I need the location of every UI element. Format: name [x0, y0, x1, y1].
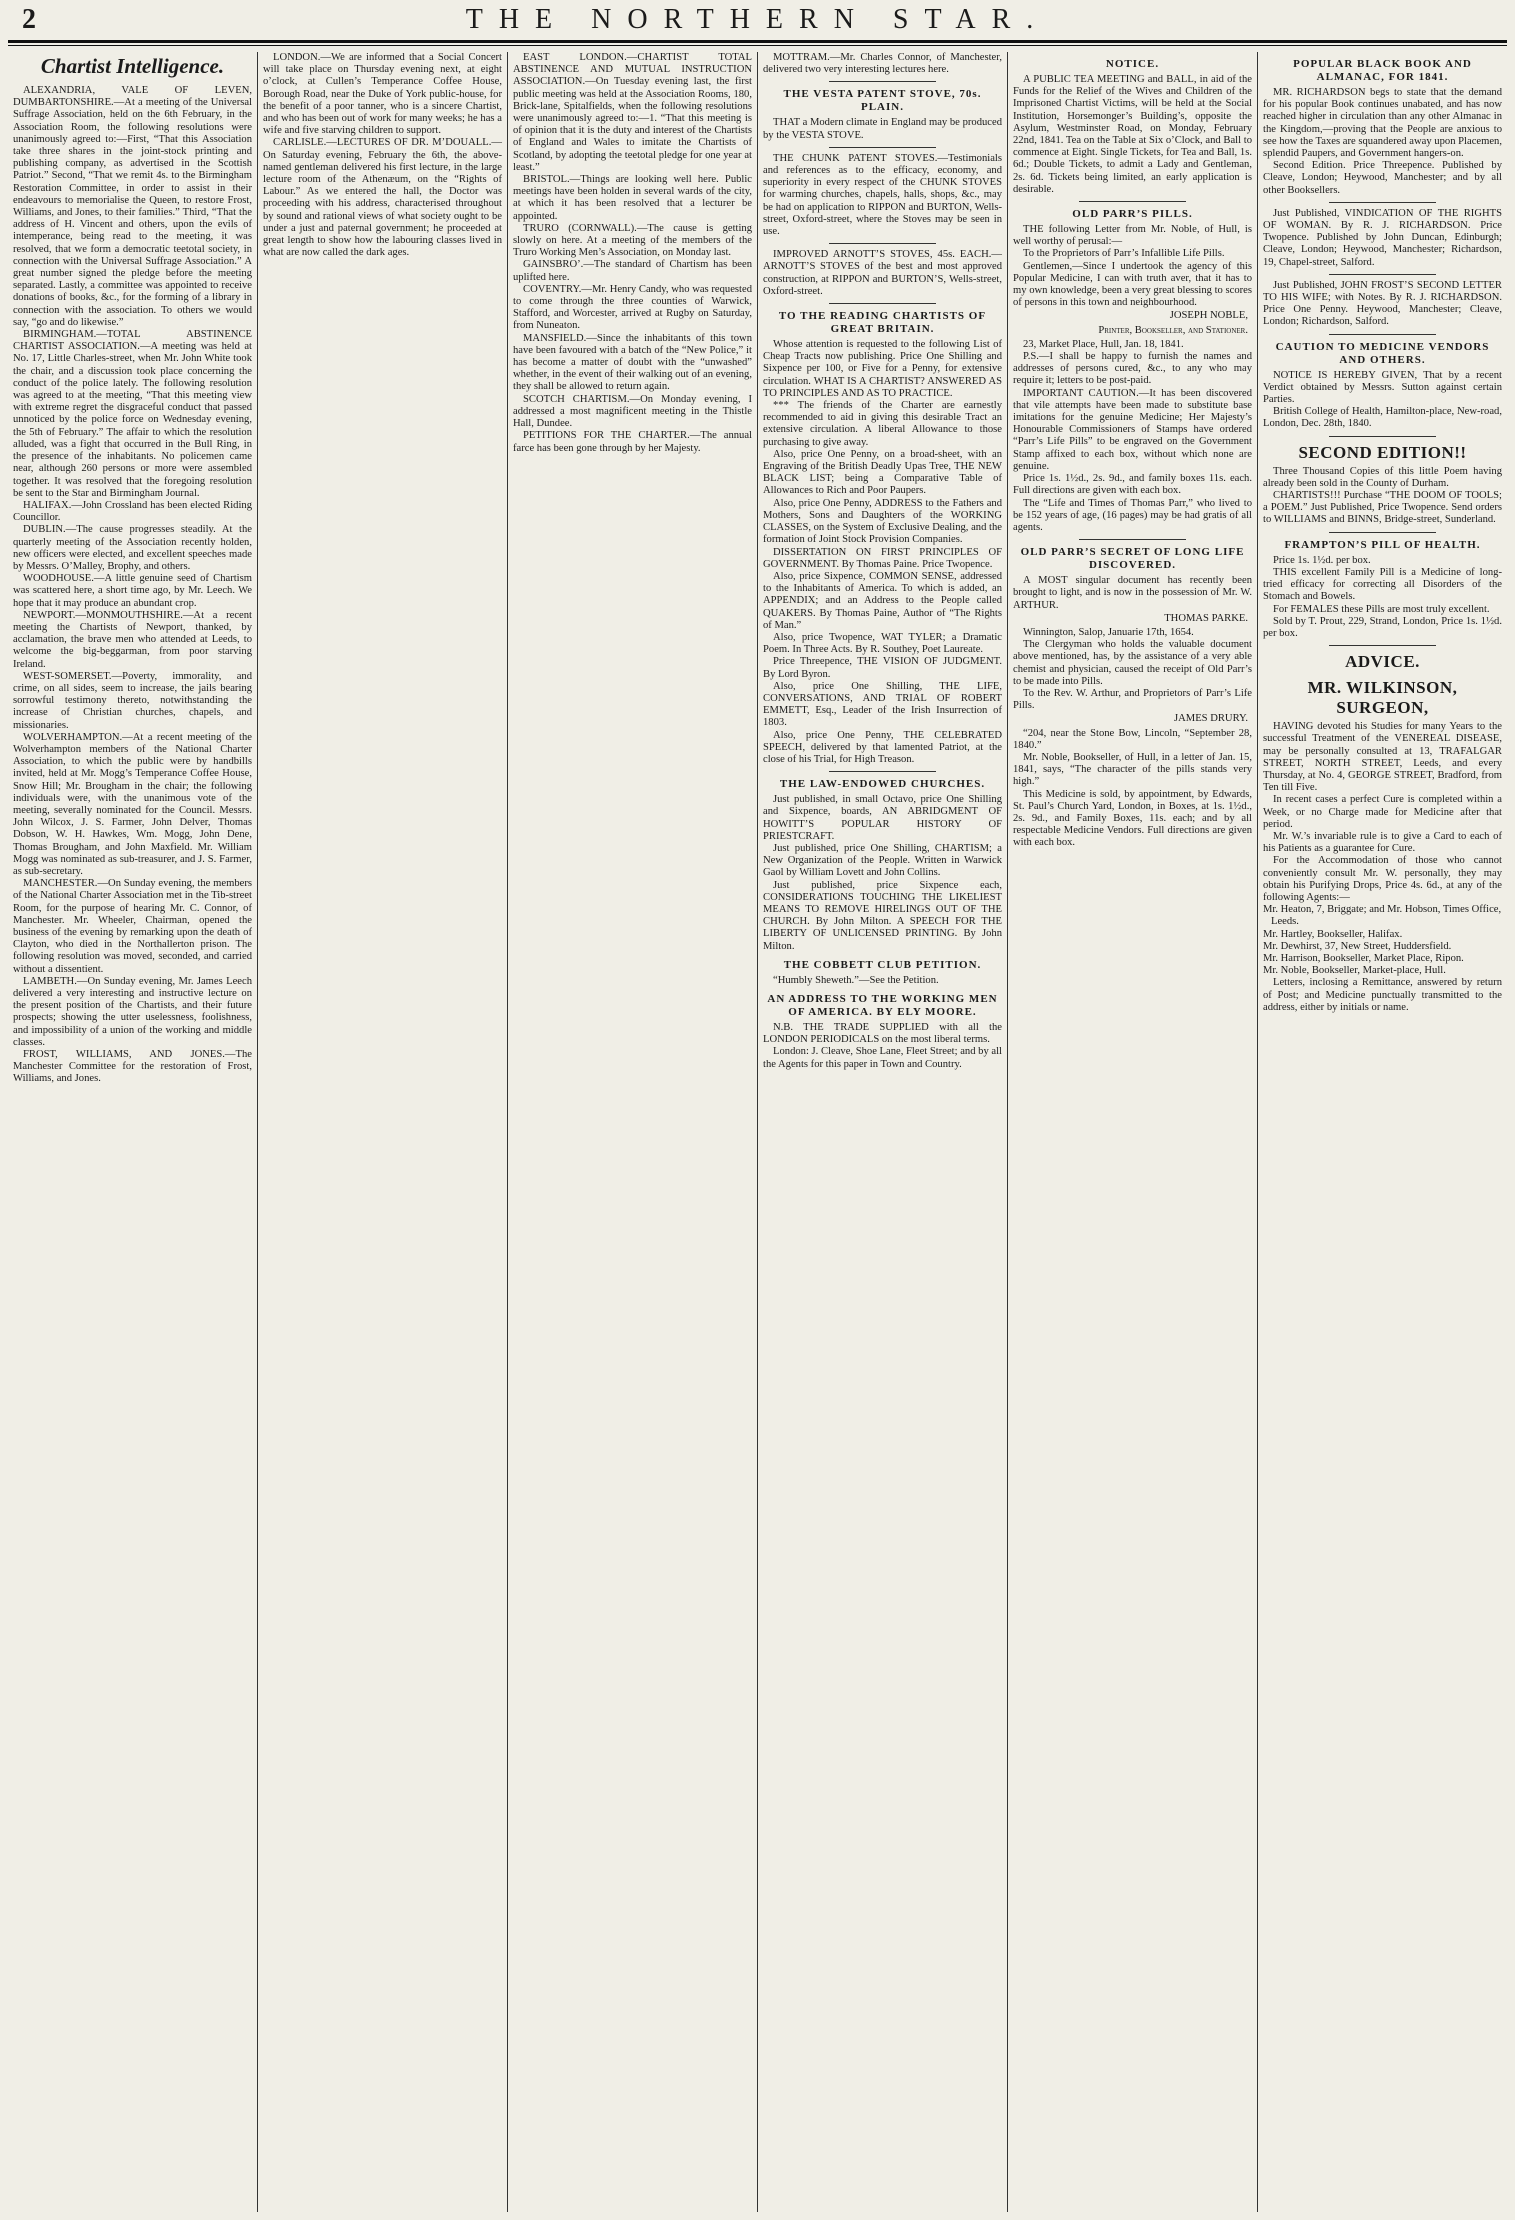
article-heading: THE LAW-ENDOWED CHURCHES. [779, 778, 986, 791]
agent-list-item: Mr. Hartley, Bookseller, Halifax. [1263, 928, 1403, 940]
article-heading: POPULAR BLACK BOOK AND ALMANAC, FOR 1841. [1293, 58, 1472, 83]
signature: JAMES DRURY. [1174, 713, 1248, 725]
column-6 [1258, 52, 1507, 2212]
article-paragraph: IMPORTANT CAUTION.—It has been discovered that vile attempts have been made to substitute base imitations for the genuine Medicine; Her Majesty’s Honourable Commissioners of Stamps have ordered “Parr’s Life Pills” to be engraved on the Government Stamp affixed to each box, without which none are genuine. [1013, 387, 1252, 472]
masthead-rule-thin [8, 45, 1507, 46]
article-paragraph: For FEMALES these Pills are most truly excellent. [1273, 603, 1490, 615]
column-rule [829, 81, 937, 82]
article-paragraph: CHARTISTS!!! Purchase “THE DOOM OF TOOLS; a POEM.” Just Published, Price Twopence. Send orders to WILLIAMS and BINNS, Bridge-street, Sunderland. [1263, 490, 1502, 526]
article-paragraph: HAVING devoted his Studies for many Years to the successful Treatment of the VENEREAL DISEASE, may be personally consulted at 13, TRAFALGAR STREET, NORTH STREET, Leeds, and every Thursday, at No. 4, GEORGE STREET, Bradford, from Ten till Five. [1263, 721, 1502, 794]
article-paragraph: THE CHUNK PATENT STOVES.—Testimonials and references as to the efficacy, economy, and superiority in every respect of the CHUNK STOVES for warming churches, chapels, halls, shops, &c., may be had on application to RIPPON and BURTON, Wells-street, Oxford-street, where the Stoves may be seen in use. [763, 152, 1002, 238]
column-rule [829, 147, 937, 148]
article-paragraph: Three Thousand Copies of this little Poem having already been sold in the County of Durham. [1263, 465, 1502, 489]
article-paragraph: CARLISLE.—LECTURES OF DR. M’DOUALL.—On Saturday evening, February the 6th, the above-named gentleman delivered his first lecture, in the large lecture room of the Athenæum, on the “Rights of Labour.” As we entered the hall, the Doctor was proceeding with his address, characterised throughout by sound and rational views of what society ought to be under a just and paternal government; he proceeded at great length to show how the labouring classes lived in what are now called the dark ages. [263, 137, 502, 259]
article-paragraph: COVENTRY.—Mr. Henry Candy, who was requested to come through the three counties of Warwick, Stafford, and Worcester, arrived at Rugby on Saturday, from Nuneaton. [513, 283, 752, 332]
column-rule [1329, 274, 1437, 275]
article-heading: FRAMPTON’S PILL OF HEALTH. [1284, 538, 1481, 551]
article-paragraph: DISSERTATION ON FIRST PRINCIPLES OF GOVERNMENT. By Thomas Paine. Price Twopence. [763, 546, 1002, 570]
article-paragraph: Just published, price One Shilling, CHARTISM; a New Organization of the People. Written in Warwick Gaol by William Lovett and John Collins. [763, 842, 1002, 879]
article-paragraph: NOTICE IS HEREBY GIVEN, That by a recent Verdict obtained by Messrs. Sutton against certain Parties. [1263, 369, 1502, 406]
article-paragraph: SCOTCH CHARTISM.—On Monday evening, I addressed a most magnificent meeting in the Thistle Hall, Dundee. [513, 393, 752, 430]
column-rule [1329, 202, 1437, 203]
column-2 [258, 52, 508, 2212]
article-paragraph: The Clergyman who holds the valuable document above mentioned, has, by the assistance of a very able chemist and physician, caused the receipt of Old Parr’s to be made into Pills. [1013, 639, 1252, 687]
article-paragraph: P.S.—I shall be happy to furnish the names and addresses of persons cured, &c., to any who may require it; letters to be post-paid. [1013, 351, 1252, 387]
newspaper-title: THE NORTHERN STAR. [465, 4, 1050, 35]
article-paragraph: Price 1s. 1½d., 2s. 9d., and family boxes 11s. each. Full directions are given with each box. [1013, 473, 1252, 497]
masthead-rule [8, 40, 1507, 43]
agent-list-item: Mr. Dewhirst, 37, New Street, Huddersfield. [1263, 940, 1452, 952]
section-title: Chartist Intelligence. [40, 54, 225, 78]
article-paragraph: THE following Letter from Mr. Noble, of Hull, is well worthy of perusal:— [1013, 224, 1252, 248]
article-paragraph: IMPROVED ARNOTT’S STOVES, 45s. EACH.—ARNOTT’S STOVES of the best and most approved construction, at RIPPON and BURTON’S, Wells-street, Oxford-street. [763, 249, 1002, 297]
column-rule [1329, 436, 1437, 437]
article-paragraph: A PUBLIC TEA MEETING and BALL, in aid of the Funds for the Relief of the Wives and Children of the Imprisoned Chartist Victims, will be held at the Social Institution, Horsemonger’s Building’s, opposite the Asylum, Westminster Road, on Monday, February 22nd, 1841. Tea on the Table at Six o’Clock, and Ball to commence at Eight. Single Tickets, for Tea and Ball, 1s. 6d.; Double Tickets, to admit a Lady and Gentleman, 2s. 6d. Tickets being limited, an early application is desirable. [1013, 74, 1252, 195]
article-heading: AN ADDRESS TO THE WORKING MEN OF AMERICA. BY ELY MOORE. [767, 993, 998, 1018]
column-rule [1329, 532, 1437, 533]
article-paragraph: N.B. THE TRADE SUPPLIED with all the LONDON PERIODICALS on the most liberal terms. [763, 1022, 1002, 1046]
article-paragraph: Gentlemen,—Since I undertook the agency of this Popular Medicine, I can with truth aver, that it has to my own knowledge, been a very great blessing to scores of persons in this town and neighbourhood. [1013, 260, 1252, 309]
column-rule [829, 243, 937, 244]
column-rule [1329, 645, 1437, 646]
article-paragraph: London: J. Cleave, Shoe Lane, Fleet Street; and by all the Agents for this paper in Town and Country. [763, 1046, 1002, 1070]
article-paragraph: Second Edition. Price Threepence. Published by Cleave, London; Heywood, Manchester; and by all other Booksellers. [1263, 160, 1502, 196]
article-paragraph: Winnington, Salop, Januarie 17th, 1654. [1023, 626, 1194, 638]
article-paragraph: Price Threepence, THE VISION OF JUDGMENT. By Lord Byron. [763, 656, 1002, 680]
article-paragraph: FROST, WILLIAMS, AND JONES.—The Manchester Committee for the restoration of Frost, Williams, and Jones. [13, 1049, 252, 1085]
article-paragraph: Sold by T. Prout, 229, Strand, London, Price 1s. 1½d. per box. [1263, 615, 1502, 639]
article-paragraph: For the Accommodation of those who cannot conveniently consult Mr. W. personally, they may obtain his Purifying Drops, Price 4s. 6d., at any of the following Agents:— [1263, 855, 1502, 903]
article-paragraph: 23, Market Place, Hull, Jan. 18, 1841. [1023, 338, 1184, 350]
article-paragraph: Also, price One Penny, ADDRESS to the Fathers and Mothers, Sons and Daughters of the WORKING CLASSES, on the System of Exclusive Dealing, and the formation of Joint Stock Provision Companies. [763, 497, 1002, 546]
column-4 [758, 52, 1008, 2212]
article-paragraph: EAST LONDON.—CHARTIST TOTAL ABSTINENCE AND MUTUAL INSTRUCTION ASSOCIATION.—On Tuesday evening last, the first public meeting was held at the Association Rooms, 180, Brick-lane, Spitalfields, when the following resolutions were unanimously agreed to:—1. “That this meeting is of opinion that it is the duty and interest of the Chartists of England and Wales to imitate the Chartists of Scotland, by adopting the teetotal pledge for one year at least.” [513, 52, 752, 173]
article-paragraph: Just Published, VINDICATION OF THE RIGHTS OF WOMAN. By R. J. RICHARDSON. Price Twopence. Published by John Duncan, Edinburgh; Cleave, London; Heywood, Manchester; Richardson, 19, Chapel-street, Salford. [1263, 207, 1502, 268]
article-heading: CAUTION TO MEDICINE VENDORS AND OTHERS. [1275, 340, 1490, 366]
article-paragraph: BIRMINGHAM.—TOTAL ABSTINENCE CHARTIST ASSOCIATION.—A meeting was held at No. 17, Little Charles-street, when Mr. John White took the chair, and a discussion took place concerning the conduct of the police lately. The following resolution was agreed to at the meeting, “That this meeting view with extreme regret the disgraceful conduct that passed unnoticed by the police force on Wednesday evening, the 5th of February.” The affair to which the resolution alluded, was a fight that occurred in the Bull Ring, in the presence of the inhabitants. No policemen came near, although 260 persons or more were assembled together. It was resolved that the foregoing resolution be sent to the Star and Birmingham Journal. [13, 329, 252, 499]
article-paragraph: The “Life and Times of Thomas Parr,” who lived to be 152 years of age, (16 pages) may be had gratis of all agents. [1013, 497, 1252, 533]
article-paragraph: Just Published, JOHN FROST’S SECOND LETTER TO HIS WIFE; with Notes. By R. J. RICHARDSON. Price One Penny. Heywood, Manchester; Cleave, London; Richardson, Salford. [1263, 279, 1502, 328]
article-heading: THE COBBETT CLUB PETITION. [783, 958, 982, 971]
newspaper-columns [8, 52, 1507, 2212]
article-paragraph: DUBLIN.—The cause progresses steadily. At the quarterly meeting of the Association recently holden, new officers were elected, and excellent speeches made by Messrs. O’Malley, Brophy, and others. [13, 524, 252, 572]
article-paragraph: Also, price One Penny, THE CELEBRATED SPEECH, delivered by that lamented Patriot, at the close of his Trial, for High Treason. [763, 729, 1002, 765]
article-paragraph: “204, near the Stone Bow, Lincoln, “September 28, 1840.” [1013, 727, 1252, 751]
article-paragraph: TRURO (CORNWALL).—The cause is getting slowly on here. At a meeting of the members of the Truro Working Men’s Association, on Monday last. [513, 222, 752, 259]
article-paragraph: LAMBETH.—On Sunday evening, Mr. James Leech delivered a very interesting and instructive lecture on the present position of the Chartists, and their future prospects; showing the utter uselessness, foolishness, and impossibility of a union of the working and middle classes. [13, 975, 252, 1048]
article-paragraph: A MOST singular document has recently been brought to light, and is now in the possession of Mr. W. ARTHUR. [1013, 575, 1252, 611]
article-paragraph: LONDON.—We are informed that a Social Concert will take place on Thursday evening next, at eight o’clock, at Cullen’s Temperance Coffee House, Borough Road, near the Duke of York public-house, for the benefit of a poor tanner, who is a sincere Chartist, and who has been out of work for many weeks; he has a wife and five starving children to support. [263, 52, 502, 137]
article-paragraph: Also, price One Penny, on a broad-sheet, with an Engraving of the British Deadly Upas Tree, THE NEW BLACK LIST; being a Comparative Table of Allowances to Rich and Poor Paupers. [763, 448, 1002, 497]
column-rule [1329, 334, 1437, 335]
article-paragraph: Also, price One Shilling, THE LIFE, CONVERSATIONS, AND TRIAL OF ROBERT EMMETT, Esq., Leader of the Irish Insurrection of 1803. [763, 680, 1002, 729]
column-rule [1079, 201, 1187, 202]
agent-list-item: Mr. Noble, Bookseller, Market-place, Hull. [1263, 965, 1446, 977]
article-paragraph: Just published, in small Octavo, price One Shilling and Sixpence, boards, AN ABRIDGMENT OF HOWITT’S POPULAR HISTORY OF PRIESTCRAFT. [763, 794, 1002, 842]
article-paragraph: PETITIONS FOR THE CHARTER.—The annual farce has been gone through by her Majesty. [513, 430, 752, 454]
article-paragraph: MOTTRAM.—Mr. Charles Connor, of Manchester, delivered two very interesting lectures here. [763, 52, 1002, 76]
article-heading: NOTICE. [1105, 58, 1160, 70]
agent-list-item: Mr. Heaton, 7, Briggate; and Mr. Hobson, Times Office, Leeds. [1263, 904, 1502, 928]
article-paragraph: THIS excellent Family Pill is a Medicine of long-tried efficacy for correcting all Disorders of the Stomach and Bowels. [1263, 566, 1502, 603]
masthead [8, 0, 1507, 44]
article-paragraph: In recent cases a perfect Cure is completed within a Week, or no Charge made for Medicine after that period. [1263, 794, 1502, 830]
article-paragraph: BRISTOL.—Things are looking well here. Public meetings have been holden in several wards of the city, at which it has been resolved that a lecturer be appointed. [513, 174, 752, 222]
column-rule [829, 771, 937, 772]
column-5 [1008, 52, 1258, 2212]
signature: JOSEPH NOBLE, [1169, 310, 1248, 322]
article-paragraph: GAINSBRO’.—The standard of Chartism has been uplifted here. [513, 259, 752, 283]
page-number: 2 [22, 4, 36, 35]
article-paragraph: WOODHOUSE.—A little genuine seed of Chartism was scattered here, a short time ago, by Mr. Leech. We hope that it may produce an abundant crop. [13, 573, 252, 609]
article-heading: TO THE READING CHARTISTS OF GREAT BRITAIN. [778, 310, 987, 336]
article-paragraph: Price 1s. 1½d. per box. [1273, 554, 1371, 566]
article-heading: THE VESTA PATENT STOVE, 70s. PLAIN. [783, 88, 982, 114]
article-paragraph: Mr. W.’s invariable rule is to give a Card to each of his Patients as a guarantee for Cure. [1263, 830, 1502, 855]
article-paragraph: Letters, inclosing a Remittance, answered by return of Post; and Medicine punctually transmitted to the address, either by initials or name. [1263, 977, 1502, 1013]
article-paragraph: British College of Health, Hamilton-place, New-road, London, Dec. 28th, 1840. [1263, 406, 1502, 430]
article-heading: OLD PARR’S SECRET OF LONG LIFE DISCOVERED. [1020, 546, 1245, 572]
agent-list-item: Mr. Harrison, Bookseller, Market Place, Ripon. [1263, 952, 1464, 964]
article-heading: OLD PARR’S PILLS. [1072, 208, 1193, 221]
article-paragraph: Also, price Twopence, WAT TYLER; a Dramatic Poem. In Three Acts. By R. Southey, Poet Laureate. [763, 631, 1002, 656]
column-1 [8, 52, 258, 2212]
article-paragraph: HALIFAX.—John Crossland has been elected Riding Councillor. [13, 499, 252, 524]
article-paragraph: To the Proprietors of Parr’s Infallible Life Pills. [1023, 248, 1225, 260]
article-paragraph: *** The friends of the Charter are earnestly recommended to aid in giving this desirable Tract an extensive circulation. A liberal Allowance to those purchasing to give away. [763, 400, 1002, 448]
article-paragraph: Whose attention is requested to the following List of Cheap Tracts now publishing. Price One Shilling and Sixpence per 100, or Five for a Penny, for extensive circulation. WHAT IS A CHARTIST? ANSWERED AS TO PRINCIPLES AND AS TO PRACTICE. [763, 339, 1002, 399]
article-paragraph: MANSFIELD.—Since the inhabitants of this town have been favoured with a batch of the “New Police,” it has become a matter of doubt with the “unwashed” whether, in the event of their walking out of an evening, they shall be allowed to return again. [513, 332, 752, 393]
article-paragraph: Mr. Noble, Bookseller, of Hull, in a letter of Jan. 15, 1841, says, “The character of the pills stands very high.” [1013, 751, 1252, 788]
article-paragraph: Just published, price Sixpence each, CONSIDERATIONS TOUCHING THE LIKELIEST MEANS TO REMOVE HIRELINGS OUT OF THE CHURCH. By John Milton. A SPEECH FOR THE LIBERTY OF UNLICENSED PRINTING. By John Milton. [763, 879, 1002, 952]
article-paragraph: “Humbly Sheweth.”—See the Petition. [773, 974, 939, 986]
article-paragraph: MANCHESTER.—On Sunday evening, the members of the National Charter Association met in the Tib-street Room, for the purpose of hearing Mr. C. Connor, of Manchester. Mr. Wheeler, Chairman, opened the business of the evening by remarking upon the death of Clayton, who died in the Northallerton prison. The following resolution was moved, seconded, and carried without a dissentient. [13, 878, 252, 975]
signature: THOMAS PARKE. [1164, 612, 1248, 624]
article-paragraph: ALEXANDRIA, VALE OF LEVEN, DUMBARTONSHIRE.—At a meeting of the Universal Suffrage Association, held on the 6th February, in the Association Room, the following resolutions were unanimously agreed to:—First, “That this Association take three shares in the joint-stock printing and publishing company, as advertised in the Scottish Patriot.” Second, “That we remit 4s. to the Birmingham Restoration Committee, in order to assist in their endeavours to memorialise the Queen, to restore Frost, Williams, and Jones, to their families.” Third, “That the address of H. Vincent and others, upon the evils of intemperance, being read to the meeting, it was resolved, that we form a democratic teetotal society, in connection with the Universal Suffrage Association.” A great number signed the pledge before the meeting separated. Lastly, a committee was appointed to receive donations of books, &c., for the forming of a library in connection with the association. To others we would say, “go and do likewise.” [13, 85, 252, 328]
ad-heading-large: SECOND EDITION!! [1298, 442, 1467, 462]
article-paragraph: Also, price Sixpence, COMMON SENSE, addressed to the Inhabitants of America. To which is added, an APPENDIX; and an Address to the People called QUAKERS. By Thomas Paine, Author of “The Rights of Man.” [763, 570, 1002, 631]
article-paragraph: This Medicine is sold, by appointment, by Edwards, St. Paul’s Church Yard, London, in Boxes, at 1s. 1½d., 2s. 9d., and Family Boxes, 11s. each; and by all respectable Medicine Vendors. Full directions are given with each box. [1013, 788, 1252, 849]
column-rule [1079, 539, 1187, 540]
article-paragraph: WEST-SOMERSET.—Poverty, immorality, and crime, on all sides, seem to increase, the jails bearing sorrowful testimony thereto, notwithstanding the increase of Christian churches, chapels, and missionaries. [13, 670, 252, 731]
signature: Printer, Bookseller, and Stationer. [1098, 324, 1248, 336]
column-3 [508, 52, 758, 2212]
ad-heading-large: ADVICE. [1345, 652, 1420, 672]
column-rule [829, 303, 937, 304]
ad-heading-large: MR. WILKINSON, SURGEON, [1307, 678, 1458, 718]
article-paragraph: MR. RICHARDSON begs to state that the demand for his popular Book continues unabated, and has now reached higher in circulation than any other Almanac in the Kingdom,—proving that the People are anxious to see how the Taxes are squandered away upon Placemen, splendid Paupers, and Government hangers-on. [1263, 87, 1502, 160]
article-paragraph: WOLVERHAMPTON.—At a recent meeting of the Wolverhampton members of the National Charter Association, to which the public were by handbills invited, held at Mr. Mogg’s Temperance Coffee House, Snow Hill; Mr. Brougham in the chair; the following individuals were, with the unanimous vote of the meeting, severally nominated for the Council. Messrs. John Wilcox, J. S. Farmer, John Delver, Thomas Dobson, W. H. Hawkes, Wm. Mogg, John Dene, Thomas Brougham, and John Maxfield. Mr. William Mogg was nominated as sub-treasurer, and J. S. Farmer, as sub-secretary. [13, 731, 252, 877]
article-paragraph: To the Rev. W. Arthur, and Proprietors of Parr’s Life Pills. [1013, 687, 1252, 712]
article-paragraph: THAT a Modern climate in England may be produced by the VESTA STOVE. [763, 117, 1002, 141]
article-paragraph: NEWPORT.—MONMOUTHSHIRE.—At a recent meeting the Chartists of Newport, thanked, by acclamation, the brave men who attended at Leeds, to welcome the big-beggarman, from poor starving Ireland. [13, 609, 252, 670]
